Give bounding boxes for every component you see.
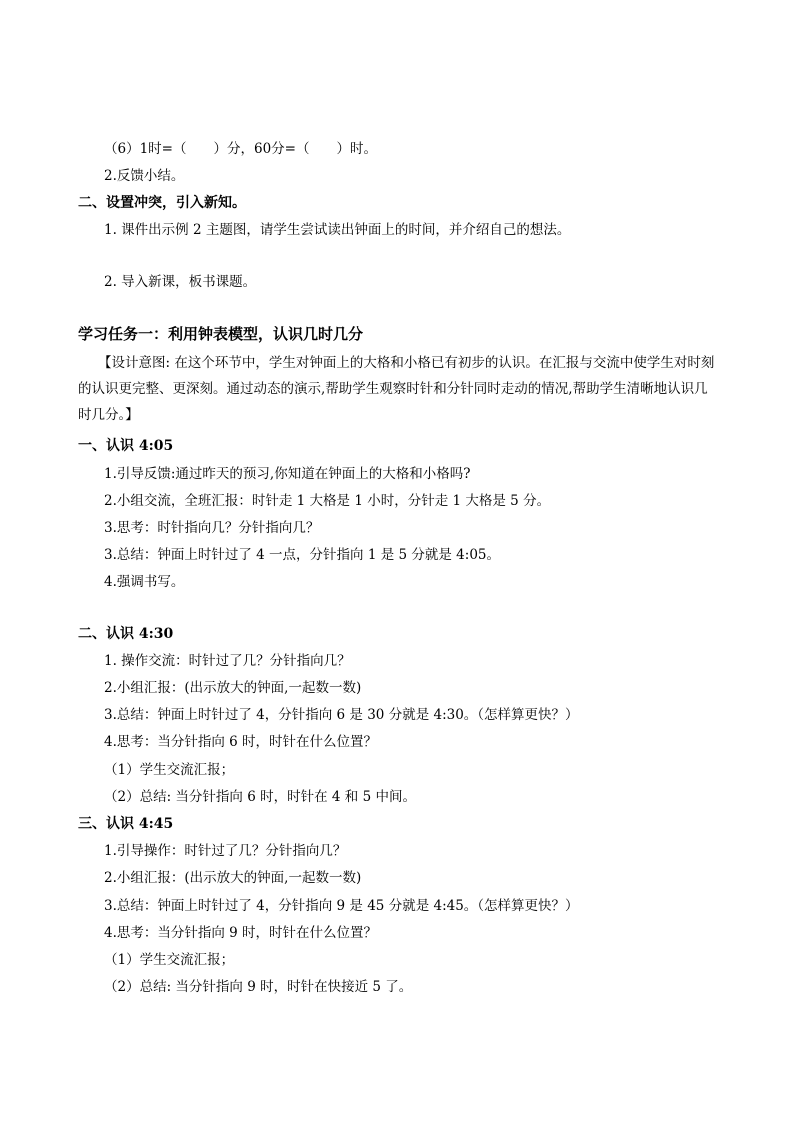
- task-title: 学习任务一：利用钟表模型，认识几时几分: [78, 325, 364, 343]
- step-line: 1. 课件出示例 2 主题图，请学生尝试读出钟面上的时间，并介绍自己的想法。: [104, 222, 571, 238]
- exercise-line: （6）1时=（ ）分，60分=（ ）时。: [104, 141, 377, 157]
- list-item: 1.引导反馈:通过昨天的预习,你知道在钟面上的大格和小格吗?: [104, 466, 471, 482]
- list-item: （1）学生交流汇报；: [104, 762, 235, 778]
- list-item: （2）总结: 当分针指向 6 时，时针在 4 和 5 中间。: [104, 789, 416, 805]
- subsection-heading: 一、认识 4:05: [78, 438, 174, 454]
- list-item: 3.总结：钟面上时针过了 4 一点，分针指向 1 是 5 分就是 4:05。: [104, 547, 501, 563]
- list-item: 3.思考：时针指向几？分针指向几？: [104, 520, 320, 536]
- feedback-line: 2.反馈小结。: [104, 168, 185, 184]
- list-item: 1.引导操作：时针过了几？分针指向几？: [104, 843, 347, 859]
- list-item: 2.小组汇报：(出示放大的钟面,一起数一数): [104, 680, 362, 696]
- list-item: 3.总结：钟面上时针过了 4，分针指向 9 是 45 分就是 4:45。（怎样算更快？）: [104, 898, 579, 914]
- subsection-heading: 三、认识 4:45: [78, 816, 174, 832]
- design-intent-paragraph: 【设计意图: 在这个环节中，学生对钟面上的大格和小格已有初步的认识。在汇报与交流中使学生对时刻的认识更完整、更深刻。通过动态的演示,帮助学生观察时针和分针同时走动的情况,帮助学生清晰地认识几时几分。】: [78, 355, 715, 423]
- list-item: 2.小组汇报：(出示放大的钟面,一起数一数): [104, 870, 362, 886]
- list-item: 4.强调书写。: [104, 574, 185, 590]
- step-line: 2. 导入新课，板书课题。: [104, 274, 257, 290]
- list-item: 2.小组交流，全班汇报：时针走 1 大格是 1 小时，分针走 1 大格是 5 分。: [104, 493, 551, 509]
- list-item: 4.思考：当分针指向 9 时，时针在什么位置？: [104, 925, 378, 941]
- section-heading: 二、设置冲突，引入新知。: [78, 195, 246, 211]
- list-item: （2）总结: 当分针指向 9 时，时针在快接近 5 了。: [104, 979, 413, 995]
- list-item: 1. 操作交流：时针过了几？分针指向几？: [104, 653, 351, 669]
- list-item: 3.总结：钟面上时针过了 4，分针指向 6 是 30 分就是 4:30。（怎样算更快？）: [104, 707, 579, 723]
- list-item: 4.思考：当分针指向 6 时，时针在什么位置？: [104, 734, 378, 750]
- list-item: （1）学生交流汇报；: [104, 952, 235, 968]
- subsection-heading: 二、认识 4:30: [78, 626, 174, 642]
